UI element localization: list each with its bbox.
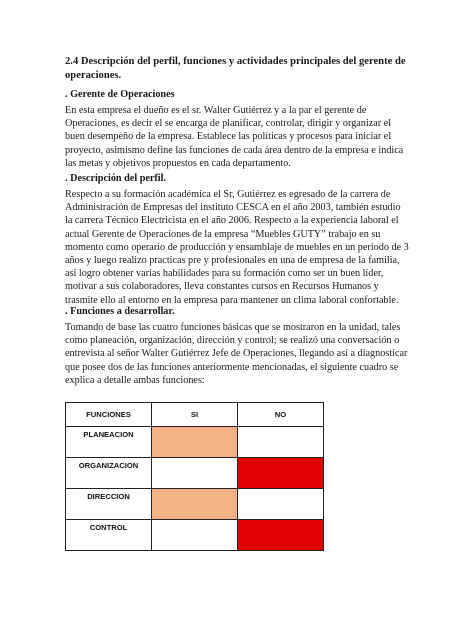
cell-si (152, 427, 238, 458)
header-si: SI (152, 403, 238, 427)
row-label: CONTROL (66, 520, 152, 551)
header-no: NO (238, 403, 324, 427)
table-header-row (66, 403, 324, 427)
header-funciones: FUNCIONES (66, 403, 152, 427)
heading-gerente: . Gerente de Operaciones (65, 89, 175, 100)
table-row (66, 458, 324, 489)
table-row (66, 427, 324, 458)
cell-si (152, 458, 238, 489)
cell-no (238, 458, 324, 489)
cell-si (152, 520, 238, 551)
paragraph-perfil: Respecto a su formación académica el Sr, Gutiérrez es egresado de la carrera de Administración de Empresas del instituto CESCA en el año 2003, también estudio la carrera Técnico Electricista en el año 2006. Respecto a la experiencia laboral el actual Gerente de Operaciones de la empresa “Muebles GUTY” trabajo en su momento como operario de producción y ensamblaje de muebles en un periodo de 3 años y luego realizo practicas pre y profesionales en una de empresa de la familia, así logro obtener varias habilidades para su formación como ser un buen líder, motivar a sus colaboradores, lleva constantes cursos en Recursos Humanos y trasmite ello al entorno en la empresa para mantener un clima laboral confortable. (65, 189, 409, 306)
heading-funciones: . Funciones a desarrollar. (65, 306, 175, 317)
section-title: 2.4 Descripción del perfil, funciones y actividades principales del gerente de operaciones. (65, 56, 406, 81)
paragraph-gerente: En esta empresa el dueño es el sr. Walter Gutiérrez y a la par el gerente de Operaciones, es decir el se encarga de planificar, controlar, dirigir y organizar el buen desempeño de la empresa. Establece las políticas y procesos para iniciar el proyecto, asimismo define las funciones de cada área dentro de la empresa e indica las metas y objetivos propuestos en cada departamento. (65, 105, 404, 169)
row-label: DIRECCION (66, 489, 152, 520)
cell-no (238, 427, 324, 458)
row-label: ORGANIZACION (66, 458, 152, 489)
functions-table (65, 402, 324, 551)
table-row (66, 520, 324, 551)
paragraph-funciones: Tomando de base las cuatro funciones básicas que se mostraron en la unidad, tales como planeación, organización, dirección y control; se realizó una conversación o entrevista al señor Walter Gutiérrez Jefe de Operaciones, llegando así a diagnosticar que posee dos de las funciones anteriormente mencionadas, el siguiente cuadro se explica a detalle ambas funciones: (65, 322, 408, 386)
cell-no (238, 489, 324, 520)
cell-no (238, 520, 324, 551)
cell-si (152, 489, 238, 520)
table-row (66, 489, 324, 520)
row-label: PLANEACION (66, 427, 152, 458)
heading-perfil: . Descripción del perfil. (65, 173, 167, 184)
